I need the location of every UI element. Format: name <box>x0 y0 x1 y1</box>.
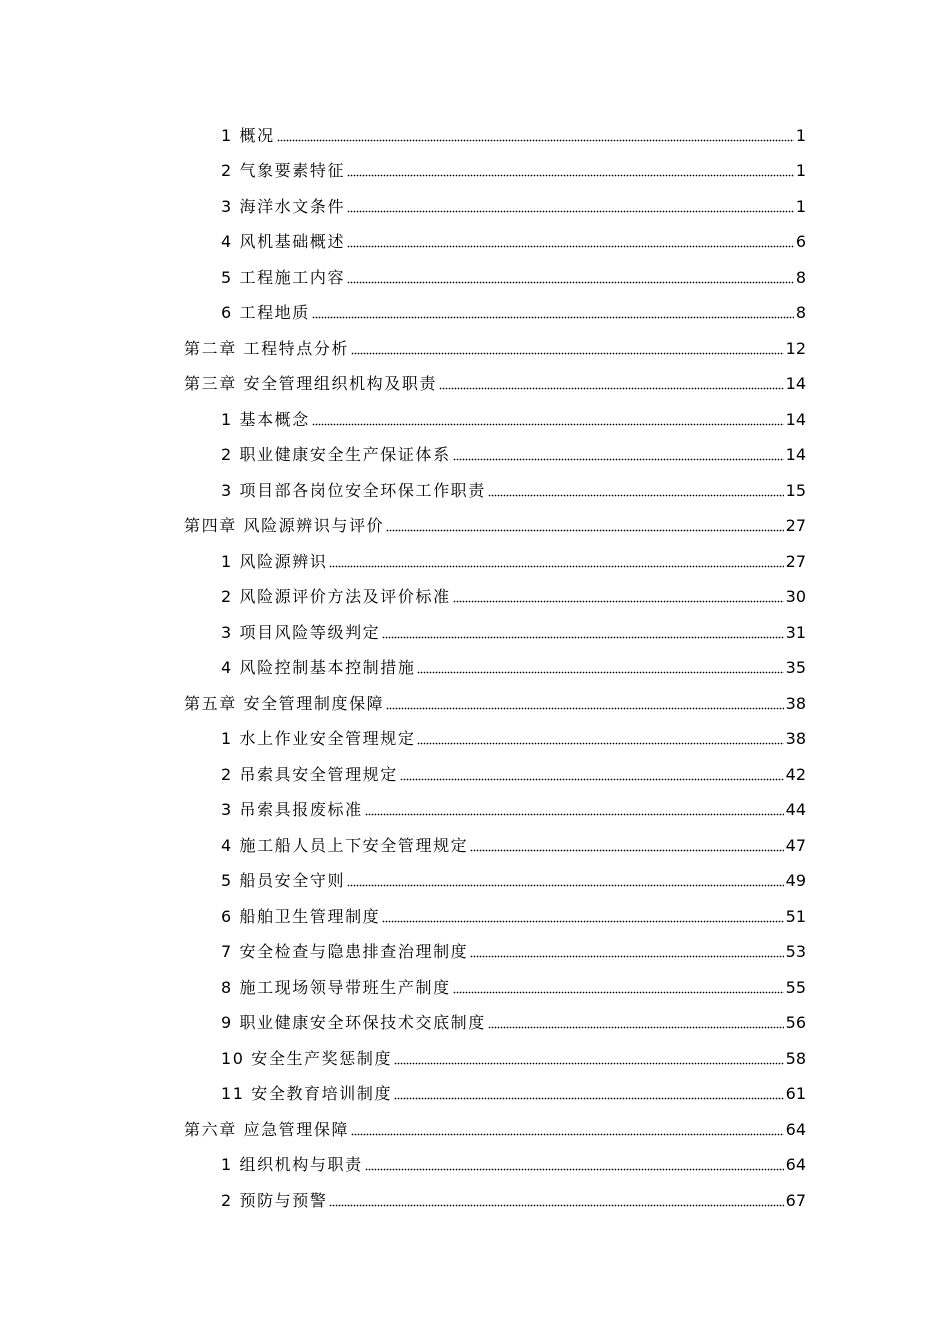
toc-section-entry[interactable] <box>0 544 950 580</box>
dot-leader <box>439 387 784 390</box>
toc-entry-page-number: 6 <box>795 232 806 252</box>
toc-entry-page-number: 64 <box>785 1119 806 1139</box>
toc-section-entry[interactable] <box>0 189 950 225</box>
toc-entry-title: 3 项目部各岗位安全环保工作职责 <box>221 480 486 500</box>
toc-entry-page-number: 38 <box>785 729 806 749</box>
toc-entry-title: 2 吊索具安全管理规定 <box>221 764 398 784</box>
toc-section-entry[interactable] <box>0 970 950 1006</box>
toc-entry-page-number: 8 <box>795 267 806 287</box>
toc-entry-title: 第六章 应急管理保障 <box>184 1119 350 1139</box>
dot-leader <box>312 316 794 319</box>
dot-leader <box>488 1026 784 1029</box>
dot-leader <box>312 423 784 426</box>
toc-entry-title: 1 基本概念 <box>221 409 310 429</box>
dot-leader <box>351 1133 784 1136</box>
dot-leader <box>386 529 783 532</box>
dot-leader <box>382 636 783 639</box>
toc-entry-title: 第二章 工程特点分析 <box>184 338 350 358</box>
toc-chapter-entry[interactable] <box>0 686 950 722</box>
toc-section-entry[interactable] <box>0 1041 950 1077</box>
toc-entry-title: 第五章 安全管理制度保障 <box>184 693 385 713</box>
toc-entry-title: 2 职业健康安全生产保证体系 <box>221 445 451 465</box>
toc-entry-page-number: 30 <box>785 587 806 607</box>
dot-leader <box>417 742 783 745</box>
toc-section-entry[interactable] <box>0 722 950 758</box>
dot-leader <box>453 991 784 994</box>
toc-entry-title: 2 气象要素特征 <box>221 161 346 181</box>
toc-entry-title: 3 海洋水文条件 <box>221 196 346 216</box>
toc-entry-page-number: 67 <box>785 1190 806 1210</box>
table-of-contents <box>0 118 950 1219</box>
toc-chapter-entry[interactable] <box>0 1112 950 1148</box>
toc-entry-title: 3 项目风险等级判定 <box>221 622 381 642</box>
dot-leader <box>347 884 784 887</box>
dot-leader <box>453 600 784 603</box>
toc-entry-title: 2 风险源评价方法及评价标准 <box>221 587 451 607</box>
toc-chapter-entry[interactable] <box>0 331 950 367</box>
dot-leader <box>329 1204 783 1207</box>
dot-leader <box>365 1168 784 1171</box>
toc-section-entry[interactable] <box>0 1006 950 1042</box>
toc-section-entry[interactable] <box>0 260 950 296</box>
toc-entry-page-number: 14 <box>785 409 806 429</box>
toc-entry-title: 4 施工船人员上下安全管理规定 <box>221 835 469 855</box>
toc-entry-title: 9 职业健康安全环保技术交底制度 <box>221 1013 486 1033</box>
toc-entry-page-number: 42 <box>785 764 806 784</box>
toc-entry-page-number: 58 <box>785 1048 806 1068</box>
dot-leader <box>329 565 783 568</box>
toc-entry-title: 5 工程施工内容 <box>221 267 346 287</box>
toc-entry-title: 1 概况 <box>221 125 275 145</box>
toc-entry-page-number: 1 <box>795 196 806 216</box>
toc-entry-page-number: 55 <box>785 977 806 997</box>
toc-entry-page-number: 1 <box>795 125 806 145</box>
toc-entry-title: 5 船员安全守则 <box>221 871 346 891</box>
toc-section-entry[interactable] <box>0 1183 950 1219</box>
toc-entry-title: 2 预防与预警 <box>221 1190 328 1210</box>
toc-section-entry[interactable] <box>0 438 950 474</box>
dot-leader <box>365 813 784 816</box>
toc-section-entry[interactable] <box>0 580 950 616</box>
toc-section-entry[interactable] <box>0 828 950 864</box>
toc-section-entry[interactable] <box>0 296 950 332</box>
toc-entry-page-number: 15 <box>785 480 806 500</box>
toc-entry-page-number: 61 <box>785 1084 806 1104</box>
toc-section-entry[interactable] <box>0 1077 950 1113</box>
toc-entry-title: 1 风险源辨识 <box>221 551 328 571</box>
toc-entry-page-number: 47 <box>785 835 806 855</box>
dot-leader <box>488 494 784 497</box>
toc-entry-title: 4 风险控制基本控制措施 <box>221 658 416 678</box>
dot-leader <box>394 1097 784 1100</box>
dot-leader <box>417 671 783 674</box>
toc-entry-page-number: 44 <box>785 800 806 820</box>
toc-entry-title: 1 水上作业安全管理规定 <box>221 729 416 749</box>
dot-leader <box>347 281 794 284</box>
toc-entry-title: 第三章 安全管理组织机构及职责 <box>184 374 438 394</box>
toc-entry-title: 6 工程地质 <box>221 303 310 323</box>
toc-entry-title: 10 安全生产奖惩制度 <box>221 1048 393 1068</box>
toc-entry-page-number: 56 <box>785 1013 806 1033</box>
toc-entry-page-number: 27 <box>785 516 806 536</box>
toc-entry-page-number: 14 <box>785 374 806 394</box>
dot-leader <box>400 778 784 781</box>
toc-entry-page-number: 8 <box>795 303 806 323</box>
toc-entry-title: 7 安全检查与隐患排查治理制度 <box>221 942 469 962</box>
dot-leader <box>453 458 784 461</box>
dot-leader <box>347 245 794 248</box>
toc-entry-page-number: 64 <box>785 1155 806 1175</box>
toc-section-entry[interactable] <box>0 651 950 687</box>
toc-entry-page-number: 35 <box>785 658 806 678</box>
toc-section-entry[interactable] <box>0 473 950 509</box>
toc-entry-title: 1 组织机构与职责 <box>221 1155 363 1175</box>
toc-entry-page-number: 27 <box>785 551 806 571</box>
toc-entry-title: 8 施工现场领导带班生产制度 <box>221 977 451 997</box>
toc-section-entry[interactable] <box>0 899 950 935</box>
toc-entry-page-number: 38 <box>785 693 806 713</box>
toc-entry-page-number: 51 <box>785 906 806 926</box>
toc-entry-title: 6 船舶卫生管理制度 <box>221 906 381 926</box>
toc-entry-title: 3 吊索具报废标准 <box>221 800 363 820</box>
toc-section-entry[interactable] <box>0 118 950 154</box>
dot-leader <box>386 707 783 710</box>
toc-entry-title: 11 安全教育培训制度 <box>221 1084 393 1104</box>
dot-leader <box>347 174 794 177</box>
dot-leader <box>351 352 784 355</box>
toc-entry-page-number: 12 <box>785 338 806 358</box>
toc-chapter-entry[interactable] <box>0 367 950 403</box>
toc-entry-page-number: 49 <box>785 871 806 891</box>
toc-section-entry[interactable] <box>0 757 950 793</box>
toc-entry-title: 第四章 风险源辨识与评价 <box>184 516 385 536</box>
toc-entry-title: 4 风机基础概述 <box>221 232 346 252</box>
toc-entry-page-number: 14 <box>785 445 806 465</box>
toc-entry-page-number: 31 <box>785 622 806 642</box>
toc-entry-page-number: 53 <box>785 942 806 962</box>
dot-leader <box>394 1062 784 1065</box>
toc-section-entry[interactable] <box>0 225 950 261</box>
dot-leader <box>277 139 794 142</box>
toc-section-entry[interactable] <box>0 402 950 438</box>
toc-chapter-entry[interactable] <box>0 509 950 545</box>
dot-leader <box>470 955 783 958</box>
toc-section-entry[interactable] <box>0 864 950 900</box>
toc-section-entry[interactable] <box>0 793 950 829</box>
toc-section-entry[interactable] <box>0 615 950 651</box>
toc-entry-page-number: 1 <box>795 161 806 181</box>
dot-leader <box>347 210 794 213</box>
dot-leader <box>470 849 783 852</box>
dot-leader <box>382 920 783 923</box>
toc-section-entry[interactable] <box>0 935 950 971</box>
toc-section-entry[interactable] <box>0 1148 950 1184</box>
toc-section-entry[interactable] <box>0 154 950 190</box>
